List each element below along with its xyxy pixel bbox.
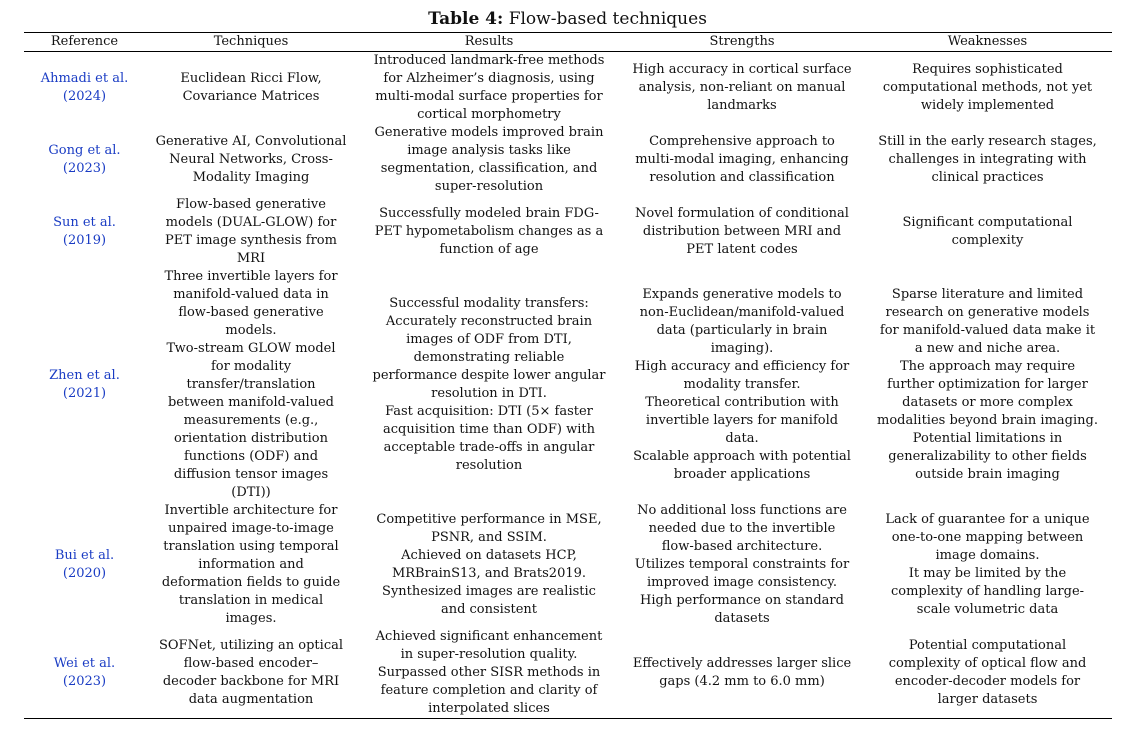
results-cell: [357, 196, 621, 268]
cell-text: Surpassed other SISR methods in: [377, 665, 601, 680]
reference-link[interactable]: Zhen et al.: [49, 368, 120, 383]
techniques-cell: [145, 628, 357, 719]
techniques-cell: [145, 268, 357, 502]
cell-text: Expands generative models to: [642, 287, 842, 302]
cell-text: datasets: [714, 611, 770, 626]
cell-text: Three invertible layers for: [164, 269, 338, 284]
cell-text: image domains.: [935, 548, 1040, 563]
reference-cell: [24, 196, 145, 268]
cell-text: measurements (e.g.,: [183, 413, 319, 428]
cell-text: super-resolution: [434, 179, 544, 194]
strengths-cell: [621, 52, 863, 125]
cell-text: Successful modality transfers:: [389, 296, 589, 311]
cell-text: computational methods, not yet: [882, 80, 1093, 95]
cell-text: Significant computational: [902, 215, 1073, 230]
cell-text: Utilizes temporal constraints for: [634, 557, 850, 572]
strengths-cell: [621, 124, 863, 196]
strengths-cell: [621, 502, 863, 628]
strengths-cell: [621, 196, 863, 268]
cell-text: broader applications: [673, 467, 811, 482]
cell-text: feature completion and clarity of: [380, 683, 598, 698]
cell-text: performance despite lower angular: [372, 368, 606, 383]
cell-text: scale volumetric data: [916, 602, 1059, 617]
cell-text: High accuracy in cortical surface: [632, 62, 852, 77]
cell-text: encoder-decoder models for: [894, 674, 1081, 689]
cell-text: MRBrainS13, and Brats2019.: [391, 566, 587, 581]
cell-text: models.: [225, 323, 277, 338]
cell-text: challenges in integrating with: [888, 152, 1087, 167]
reference-cell: [24, 628, 145, 719]
cell-text: Potential limitations in: [912, 431, 1063, 446]
header-techniques: Techniques: [145, 33, 357, 52]
table-row: [24, 628, 1112, 719]
cell-text: generalizability to other fields: [888, 449, 1087, 464]
cell-text: Still in the early research stages,: [878, 134, 1097, 149]
cell-text: a new and niche area.: [914, 341, 1061, 356]
cell-text: further optimization for larger: [887, 377, 1088, 392]
cell-text: flow-based encoder–: [183, 656, 319, 671]
weaknesses-cell: [863, 196, 1112, 268]
cell-text: multi-modal surface properties for: [375, 89, 603, 104]
cell-text: Scalable approach with potential: [633, 449, 851, 464]
cell-text: multi-modal imaging, enhancing: [635, 152, 849, 167]
cell-text: Comprehensive approach to: [649, 134, 835, 149]
cell-text: datasets or more complex: [902, 395, 1073, 410]
reference-link[interactable]: (2023): [62, 161, 107, 176]
reference-cell: [24, 502, 145, 628]
reference-link[interactable]: Bui et al.: [54, 548, 115, 563]
cell-text: improved image consistency.: [646, 575, 838, 590]
reference-cell: [24, 124, 145, 196]
cell-text: translation in medical: [178, 593, 324, 608]
cell-text: Invertible architecture for: [164, 503, 338, 518]
strengths-cell: [621, 268, 863, 502]
table-caption: [0, 8, 1135, 30]
cell-text: data.: [725, 431, 759, 446]
cell-text: non-Euclidean/manifold-valued: [639, 305, 845, 320]
caption-text: Flow-based techniques: [503, 9, 707, 29]
cell-text: Generative models improved brain: [374, 125, 604, 140]
cell-text: analysis, non-reliant on manual: [638, 80, 846, 95]
flow-based-techniques-table: [24, 32, 1112, 719]
cell-text: modality transfer.: [683, 377, 801, 392]
cell-text: information and: [198, 557, 304, 572]
cell-text: resolution and classification: [649, 170, 835, 185]
cell-text: for modality: [210, 359, 292, 374]
cell-text: landmarks: [707, 98, 777, 113]
reference-cell: [24, 268, 145, 502]
header-row: [24, 33, 1112, 52]
reference-link[interactable]: (2021): [62, 386, 107, 401]
cell-text: invertible layers for manifold: [645, 413, 839, 428]
cell-text: resolution in DTI.: [431, 386, 547, 401]
cell-text: outside brain imaging: [915, 467, 1060, 482]
cell-text: needed due to the invertible: [648, 521, 836, 536]
cell-text: Introduced landmark-free methods: [373, 53, 605, 68]
cell-text: Theoretical contribution with: [645, 395, 839, 410]
weaknesses-cell: [863, 124, 1112, 196]
cell-text: complexity of optical flow and: [888, 656, 1087, 671]
cell-text: flow-based architecture.: [661, 539, 823, 554]
header-results: Results: [357, 33, 621, 52]
cell-text: orientation distribution: [174, 431, 328, 446]
cell-text: distribution between MRI and: [642, 224, 842, 239]
cell-text: Two-stream GLOW model: [166, 341, 336, 356]
strengths-cell: [621, 628, 863, 719]
cell-text: Lack of guarantee for a unique: [885, 512, 1090, 527]
cell-text: (DTI)): [231, 485, 271, 500]
weaknesses-cell: [863, 52, 1112, 125]
cell-text: resolution: [455, 458, 523, 473]
table-row: [24, 196, 1112, 268]
header-reference: Reference: [24, 33, 145, 52]
cell-text: Covariance Matrices: [182, 89, 320, 104]
cell-text: larger datasets: [937, 692, 1038, 707]
results-cell: [357, 628, 621, 719]
cell-text: Requires sophisticated: [912, 62, 1063, 77]
techniques-cell: [145, 52, 357, 125]
cell-text: translation using temporal: [163, 539, 339, 554]
table-row: [24, 268, 1112, 502]
cell-text: High performance on standard: [640, 593, 844, 608]
cell-text: Achieved significant enhancement: [375, 629, 603, 644]
reference-link[interactable]: Sun et al.: [53, 215, 116, 230]
cell-text: Effectively addresses larger slice: [632, 656, 852, 671]
cell-text: decoder backbone for MRI: [162, 674, 340, 689]
cell-text: Achieved on datasets HCP,: [401, 548, 577, 563]
cell-text: in super-resolution quality.: [400, 647, 578, 662]
cell-text: Fast acquisition: DTI (5× faster: [385, 404, 593, 419]
cell-text: acquisition time than ODF) with: [383, 422, 595, 437]
cell-text: imaging).: [710, 341, 774, 356]
cell-text: PET image synthesis from: [165, 233, 337, 248]
cell-text: acceptable trade-offs in angular: [383, 440, 595, 455]
cell-text: research on generative models: [885, 305, 1090, 320]
cell-text: PET latent codes: [686, 242, 798, 257]
cell-text: between manifold-valued: [167, 395, 335, 410]
reference-link[interactable]: (2019): [62, 233, 107, 248]
results-cell: [357, 268, 621, 502]
reference-link[interactable]: Gong et al.: [48, 143, 121, 158]
cell-text: images of ODF from DTI,: [406, 332, 572, 347]
reference-cell: [24, 52, 145, 125]
cell-text: models (DUAL-GLOW) for: [165, 215, 337, 230]
cell-text: SOFNet, utilizing an optical: [158, 638, 344, 653]
techniques-cell: [145, 124, 357, 196]
cell-text: It may be limited by the: [908, 566, 1067, 581]
cell-text: Modality Imaging: [192, 170, 310, 185]
cell-text: and consistent: [440, 602, 538, 617]
cell-text: transfer/translation: [186, 377, 316, 392]
cell-text: segmentation, classification, and: [380, 161, 598, 176]
cell-text: widely implemented: [920, 98, 1055, 113]
table-row: [24, 502, 1112, 628]
cell-text: Euclidean Ricci Flow,: [180, 71, 322, 86]
cell-text: demonstrating reliable: [413, 350, 565, 365]
results-cell: [357, 124, 621, 196]
cell-text: Novel formulation of conditional: [635, 206, 849, 221]
cell-text: data (particularly in brain: [656, 323, 828, 338]
weaknesses-cell: [863, 628, 1112, 719]
cell-text: clinical practices: [931, 170, 1044, 185]
techniques-cell: [145, 502, 357, 628]
cell-text: High accuracy and efficiency for: [634, 359, 850, 374]
reference-link[interactable]: Ahmadi et al.: [40, 71, 129, 86]
cell-text: images.: [225, 611, 277, 626]
cell-text: MRI: [236, 251, 266, 266]
reference-link[interactable]: (2020): [62, 566, 107, 581]
cell-text: data augmentation: [188, 692, 314, 707]
header-weaknesses: Weaknesses: [863, 33, 1112, 52]
cell-text: modalities beyond brain imaging.: [877, 413, 1098, 428]
reference-link[interactable]: Wei et al.: [53, 656, 116, 671]
table-row: [24, 52, 1112, 125]
cell-text: Neural Networks, Cross-: [169, 152, 333, 167]
cell-text: Synthesized images are realistic: [382, 584, 596, 599]
cell-text: No additional loss functions are: [637, 503, 847, 518]
cell-text: for manifold-valued data make it: [879, 323, 1096, 338]
cell-text: unpaired image-to-image: [168, 521, 334, 536]
cell-text: PET hypometabolism changes as a: [374, 224, 604, 239]
cell-text: diffusion tensor images: [173, 467, 329, 482]
reference-link[interactable]: (2023): [62, 674, 107, 689]
cell-text: Sparse literature and limited: [891, 287, 1084, 302]
results-cell: [357, 502, 621, 628]
cell-text: Generative AI, Convolutional: [155, 134, 347, 149]
cell-text: flow-based generative: [178, 305, 324, 320]
cell-text: complexity of handling large-: [890, 584, 1085, 599]
cell-text: gaps (4.2 mm to 6.0 mm): [659, 674, 825, 689]
cell-text: PSNR, and SSIM.: [431, 530, 547, 545]
reference-link[interactable]: (2024): [62, 89, 107, 104]
cell-text: cortical morphometry: [417, 107, 561, 122]
cell-text: deformation fields to guide: [161, 575, 341, 590]
cell-text: one-to-one mapping between: [891, 530, 1084, 545]
cell-text: complexity: [951, 233, 1024, 248]
header-strengths: Strengths: [621, 33, 863, 52]
cell-text: functions (ODF) and: [183, 449, 319, 464]
cell-text: Potential computational: [908, 638, 1067, 653]
cell-text: manifold-valued data in: [173, 287, 329, 302]
cell-text: The approach may require: [899, 359, 1076, 374]
cell-text: image analysis tasks like: [407, 143, 571, 158]
techniques-cell: [145, 196, 357, 268]
cell-text: interpolated slices: [428, 701, 550, 716]
weaknesses-cell: [863, 502, 1112, 628]
cell-text: Accurately reconstructed brain: [385, 314, 593, 329]
cell-text: function of age: [439, 242, 539, 257]
table-row: [24, 124, 1112, 196]
caption-label: Table 4:: [428, 9, 504, 29]
cell-text: Competitive performance in MSE,: [376, 512, 602, 527]
results-cell: [357, 52, 621, 125]
cell-text: for Alzheimer’s diagnosis, using: [383, 71, 595, 86]
cell-text: Successfully modeled brain FDG-: [379, 206, 599, 221]
weaknesses-cell: [863, 268, 1112, 502]
cell-text: Flow-based generative: [176, 197, 326, 212]
